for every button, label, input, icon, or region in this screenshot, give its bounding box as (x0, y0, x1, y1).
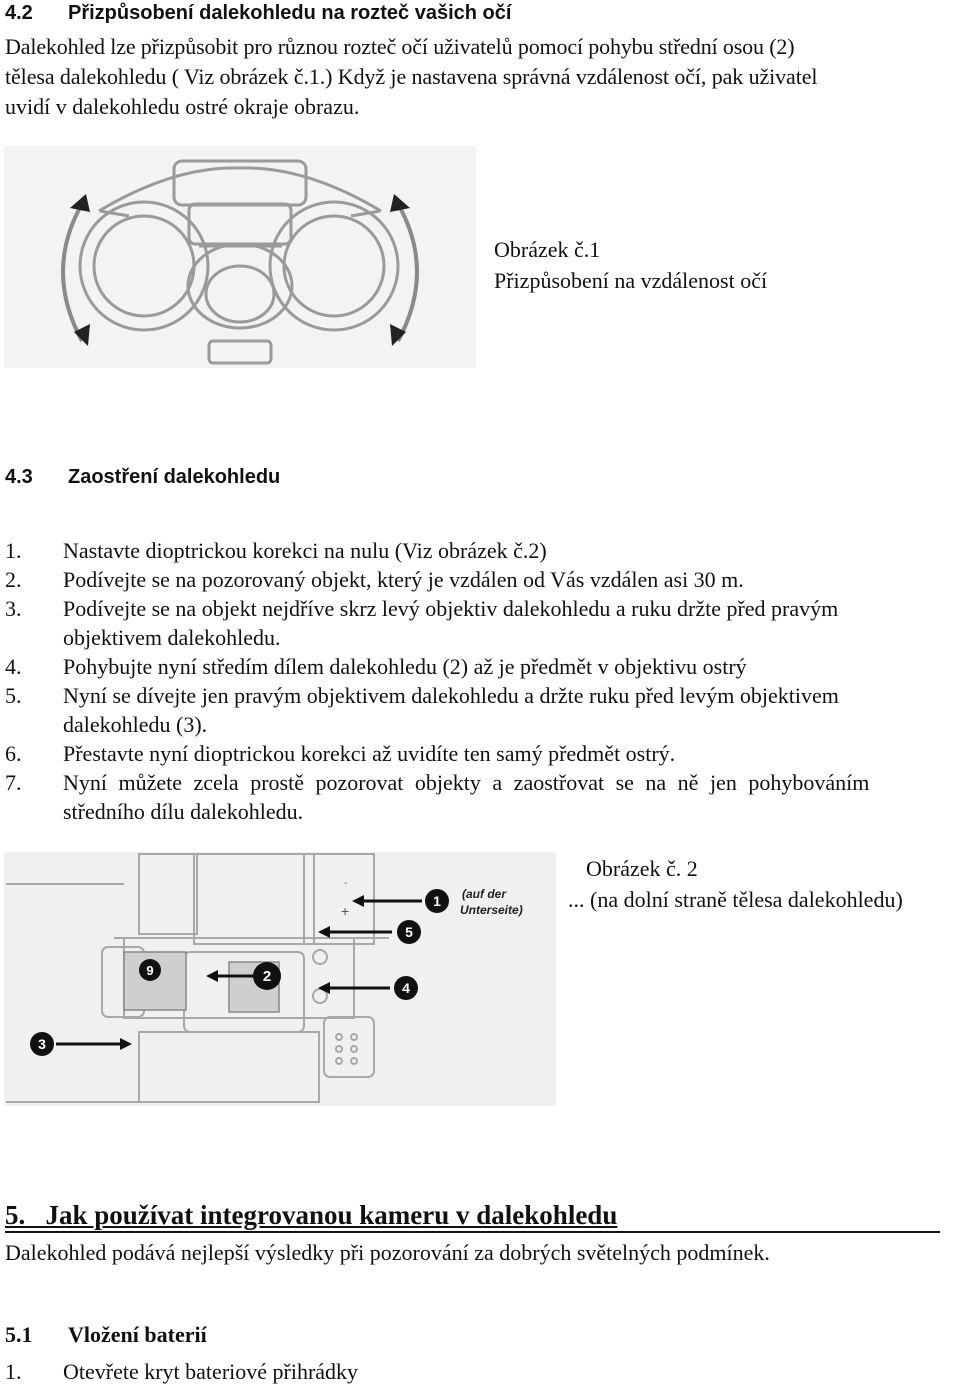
section-5-1-heading (5, 1322, 207, 1348)
callout-4: 4 (402, 980, 410, 996)
step-number: 6. (5, 741, 22, 766)
figure-1-subtitle: Přizpůsobení na vzdálenost očí (494, 268, 768, 293)
step-text: Podívejte se na pozorovaný objekt, který je vzdálen od Vás vzdálen asi 30 m. (63, 567, 744, 592)
section-title: Přizpůsobení dalekohledu na rozteč vašich očí (68, 2, 512, 24)
section-number: 4.3 (5, 466, 33, 488)
section-number: 4.2 (5, 2, 33, 24)
step-number: 1. (5, 1359, 22, 1384)
step-text: Přestavte nyní dioptrickou korekci až uvidíte ten samý předmět ostrý. (63, 741, 676, 766)
list-item (5, 652, 960, 681)
step-number: 4. (5, 654, 22, 679)
list-item (5, 768, 960, 826)
focus-steps-list (5, 536, 960, 826)
figure-2-caption (568, 853, 960, 915)
callout-3: 3 (38, 1036, 46, 1052)
step-text: Otevřete kryt bateriové přihrádky (63, 1359, 359, 1384)
step-text: Podívejte se na objekt nejdříve skrz levý objektiv dalekohledu a ruku držte před pravým (63, 596, 839, 621)
section-title: Zaostření dalekohledu (68, 466, 281, 488)
paragraph-line: uvidí v dalekohledu ostré okraje obrazu. (5, 94, 360, 119)
paragraph-line: Dalekohled lze přizpůsobit pro různou rozteč očí uživatelů pomocí pohybu střední osou (2) (5, 34, 795, 59)
callout-2: 2 (262, 968, 272, 985)
section-5-title: 5. Jak používat integrovanou kameru v dalekohledu (5, 1200, 618, 1230)
section-5-paragraph: Dalekohled podává nejlepší výsledky při pozorování za dobrých světelných podmínek. (5, 1240, 770, 1265)
step-text-continuation: dalekohledu (3). (63, 712, 208, 737)
section-5-heading (5, 1200, 940, 1233)
step-number: 1. (5, 538, 22, 563)
callout-9: 9 (146, 963, 154, 978)
list-item (5, 681, 960, 739)
figure-1-illustration (4, 146, 476, 368)
step-text-continuation: středního dílu dalekohledu. (63, 799, 304, 824)
figure-2-illustration (4, 852, 556, 1106)
figure-1-caption (494, 234, 767, 296)
binoculars-front-drawing (4, 146, 476, 368)
step-number: 3. (5, 596, 22, 621)
step-number: 2. (5, 567, 22, 592)
minus-sign: - (344, 878, 348, 889)
list-item (5, 594, 960, 652)
list-item (5, 1357, 960, 1387)
section-4-3-heading (5, 466, 281, 489)
binoculars-bottom-drawing (4, 852, 556, 1106)
step-number: 7. (5, 770, 22, 795)
step-text-continuation: objektivem dalekohledu. (63, 625, 281, 650)
list-item (5, 536, 960, 565)
step-number: 5. (5, 683, 22, 708)
list-item (5, 565, 960, 594)
list-item (5, 739, 960, 768)
section-4-2-paragraph (5, 32, 960, 122)
figure-2-subtitle: ... (na dolní straně tělesa dalekohledu) (568, 887, 903, 912)
step-text: Nyní se dívejte jen pravým objektivem dalekohledu a držte ruku před levým objektivem (63, 683, 839, 708)
section-4-2-heading (5, 2, 512, 25)
callout-5: 5 (405, 924, 413, 940)
callout-note-line2: Unterseite) (460, 903, 523, 917)
paragraph-line: tělesa dalekohledu ( Viz obrázek č.1.) Když je nastavena správná vzdálenost očí, pak uživatel (5, 64, 818, 89)
step-text: Nastavte dioptrickou korekci na nulu (Viz obrázek č.2) (63, 538, 547, 563)
figure-1-title: Obrázek č.1 (494, 237, 601, 262)
callout-note-line1: (auf der (462, 887, 507, 901)
step-text: Nyní můžete zcela prostě pozorovat objekty a zaostřovat se na ně jen pohybováním (63, 770, 870, 795)
battery-steps-list (5, 1357, 960, 1387)
figure-2-title: Obrázek č. 2 (586, 856, 698, 881)
callout-1: 1 (433, 893, 441, 909)
section-title: Vložení baterií (68, 1322, 207, 1347)
plus-sign: + (341, 903, 350, 919)
section-number: 5.1 (5, 1322, 33, 1347)
step-text: Pohybujte nyní středím dílem dalekohledu (2) až je předmět v objektivu ostrý (63, 654, 747, 679)
